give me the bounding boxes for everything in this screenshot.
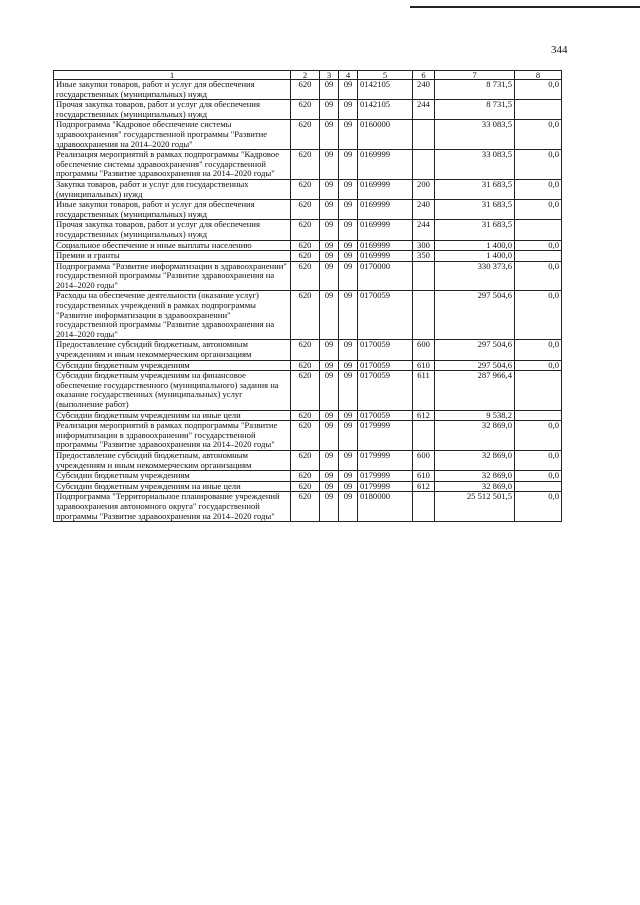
header-cell: 4 [339,71,358,80]
row-amount: 297 504,6 [435,291,515,340]
row-target-article: 0170059 [358,360,413,371]
row-subsection-code: 09 [339,291,358,340]
row-name: Подпрограмма "Развитие информатизации в здравоохранении" государственной программы "Развитие здравоохранения на 2014–2020 годы" [54,261,291,291]
row-name: Реализация мероприятий в рамках подпрограммы "Развитие информатизации в здравоохранении" государственной программы "Развитие здравоохранения на 2014–2020 годы" [54,421,291,451]
row-ved-code: 620 [291,261,320,291]
row-target-article: 0179999 [358,471,413,482]
row-execution [515,410,562,421]
table-row [54,179,562,199]
row-subsection-code: 09 [339,492,358,522]
row-name: Иные закупки товаров, работ и услуг для обеспечения государственных (муниципальных) нужд [54,200,291,220]
row-name: Социальное обеспечение и иные выплаты населению [54,240,291,251]
row-amount: 32 869,0 [435,481,515,492]
row-amount: 31 683,5 [435,200,515,220]
row-target-article: 0169999 [358,240,413,251]
table-row [54,481,562,492]
row-expense-type: 610 [413,471,435,482]
row-expense-type: 240 [413,80,435,100]
budget-table [53,70,562,522]
row-ved-code: 620 [291,240,320,251]
row-target-article: 0169999 [358,150,413,180]
row-subsection-code: 09 [339,120,358,150]
row-subsection-code: 09 [339,80,358,100]
table-row [54,340,562,360]
row-section-code: 09 [320,371,339,410]
table-body [54,80,562,522]
row-expense-type: 611 [413,371,435,410]
table-row [54,240,562,251]
row-target-article: 0142105 [358,80,413,100]
row-name: Премии и гранты [54,251,291,262]
row-section-code: 09 [320,220,339,240]
row-ved-code: 620 [291,179,320,199]
header-cell: 1 [54,71,291,80]
table-row [54,471,562,482]
row-execution: 0,0 [515,150,562,180]
row-amount: 297 504,6 [435,340,515,360]
table-row [54,450,562,470]
row-expense-type: 350 [413,251,435,262]
row-execution: 0,0 [515,200,562,220]
row-expense-type [413,150,435,180]
row-name: Субсидии бюджетным учреждениям на иные цели [54,410,291,421]
row-amount: 8 731,5 [435,100,515,120]
row-ved-code: 620 [291,150,320,180]
row-amount: 31 683,5 [435,220,515,240]
row-expense-type [413,291,435,340]
table-row [54,371,562,410]
row-ved-code: 620 [291,251,320,262]
header-cell: 7 [435,71,515,80]
row-target-article: 0180000 [358,492,413,522]
page-number: 344 [551,44,568,56]
header-cell: 5 [358,71,413,80]
row-subsection-code: 09 [339,240,358,251]
row-section-code: 09 [320,421,339,451]
table-row [54,410,562,421]
row-name: Предоставление субсидий бюджетным, автономным учреждениям и иным некоммерческим организациям [54,340,291,360]
row-ved-code: 620 [291,100,320,120]
row-subsection-code: 09 [339,200,358,220]
row-execution [515,220,562,240]
row-ved-code: 620 [291,80,320,100]
row-target-article: 0169999 [358,200,413,220]
row-expense-type: 244 [413,100,435,120]
row-amount: 287 966,4 [435,371,515,410]
row-section-code: 09 [320,251,339,262]
row-target-article: 0160000 [358,120,413,150]
row-expense-type: 240 [413,200,435,220]
row-section-code: 09 [320,200,339,220]
header-cell: 3 [320,71,339,80]
row-target-article: 0170059 [358,371,413,410]
row-execution: 0,0 [515,492,562,522]
table-row [54,421,562,451]
row-name: Расходы на обеспечение деятельности (оказание услуг) государственных учреждений в рамках подпрограммы "Развитие информатизации в здравоохранении" государственной программы "Развитие здравоохранения на 2014–2020 годы" [54,291,291,340]
row-subsection-code: 09 [339,100,358,120]
table-row [54,80,562,100]
row-section-code: 09 [320,80,339,100]
row-name: Прочая закупка товаров, работ и услуг для обеспечения государственных (муниципальных) нужд [54,220,291,240]
row-target-article: 0170000 [358,261,413,291]
row-expense-type [413,120,435,150]
row-target-article: 0142105 [358,100,413,120]
table-row [54,360,562,371]
row-execution [515,481,562,492]
row-amount: 1 400,0 [435,240,515,251]
row-execution: 0,0 [515,240,562,251]
row-amount: 1 400,0 [435,251,515,262]
row-target-article: 0179999 [358,421,413,451]
row-subsection-code: 09 [339,340,358,360]
row-amount: 33 083,5 [435,120,515,150]
row-section-code: 09 [320,410,339,421]
row-target-article: 0169999 [358,179,413,199]
row-section-code: 09 [320,340,339,360]
row-name: Субсидии бюджетным учреждениям [54,471,291,482]
row-subsection-code: 09 [339,410,358,421]
row-execution: 0,0 [515,120,562,150]
row-name: Предоставление субсидий бюджетным, автономным учреждениям и иным некоммерческим организациям [54,450,291,470]
row-amount: 32 869,0 [435,421,515,451]
table-row [54,261,562,291]
row-section-code: 09 [320,150,339,180]
row-subsection-code: 09 [339,471,358,482]
row-execution: 0,0 [515,179,562,199]
row-execution: 0,0 [515,291,562,340]
table-row [54,291,562,340]
row-subsection-code: 09 [339,421,358,451]
row-expense-type [413,492,435,522]
row-expense-type: 612 [413,410,435,421]
table-row [54,492,562,522]
row-execution: 0,0 [515,450,562,470]
row-target-article: 0169999 [358,251,413,262]
row-subsection-code: 09 [339,450,358,470]
row-name: Реализация мероприятий в рамках подпрограммы "Кадровое обеспечение системы здравоохранения" государственной программы "Развитие здравоохранения на 2014–2020 годы" [54,150,291,180]
row-amount: 330 373,6 [435,261,515,291]
row-target-article: 0170059 [358,410,413,421]
row-execution: 0,0 [515,421,562,451]
row-name: Подпрограмма "Территориальное планирование учреждений здравоохранения автономного округа" государственной программы "Развитие здравоохранения на 2014–2020 годы" [54,492,291,522]
row-name: Иные закупки товаров, работ и услуг для обеспечения государственных (муниципальных) нужд [54,80,291,100]
row-subsection-code: 09 [339,251,358,262]
row-amount: 25 512 501,5 [435,492,515,522]
row-subsection-code: 09 [339,150,358,180]
row-subsection-code: 09 [339,360,358,371]
row-ved-code: 620 [291,410,320,421]
top-rule [410,6,640,8]
row-amount: 32 869,0 [435,471,515,482]
row-expense-type: 612 [413,481,435,492]
row-expense-type: 200 [413,179,435,199]
row-ved-code: 620 [291,371,320,410]
row-section-code: 09 [320,179,339,199]
row-subsection-code: 09 [339,371,358,410]
header-row [54,71,562,80]
row-execution [515,251,562,262]
row-section-code: 09 [320,450,339,470]
row-ved-code: 620 [291,421,320,451]
row-section-code: 09 [320,291,339,340]
table-row [54,150,562,180]
row-section-code: 09 [320,100,339,120]
row-execution [515,100,562,120]
row-target-article: 0169999 [358,220,413,240]
row-subsection-code: 09 [339,261,358,291]
row-target-article: 0170059 [358,291,413,340]
header-cell: 6 [413,71,435,80]
row-ved-code: 620 [291,360,320,371]
row-target-article: 0179999 [358,481,413,492]
row-subsection-code: 09 [339,179,358,199]
row-amount: 33 083,5 [435,150,515,180]
table-row [54,200,562,220]
table-row [54,100,562,120]
row-expense-type [413,421,435,451]
row-ved-code: 620 [291,481,320,492]
table-row [54,220,562,240]
row-expense-type: 610 [413,360,435,371]
row-ved-code: 620 [291,120,320,150]
row-amount: 8 731,5 [435,80,515,100]
header-cell: 2 [291,71,320,80]
row-target-article: 0179999 [358,450,413,470]
row-execution: 0,0 [515,360,562,371]
row-name: Субсидии бюджетным учреждениям на иные цели [54,481,291,492]
row-execution: 0,0 [515,471,562,482]
row-name: Субсидии бюджетным учреждениям [54,360,291,371]
row-ved-code: 620 [291,492,320,522]
row-subsection-code: 09 [339,481,358,492]
row-target-article: 0170059 [358,340,413,360]
row-execution: 0,0 [515,340,562,360]
row-ved-code: 620 [291,471,320,482]
row-ved-code: 620 [291,450,320,470]
table-row [54,251,562,262]
row-amount: 32 869,0 [435,450,515,470]
row-execution [515,371,562,410]
row-name: Прочая закупка товаров, работ и услуг для обеспечения государственных (муниципальных) нужд [54,100,291,120]
row-section-code: 09 [320,240,339,251]
row-amount: 297 504,6 [435,360,515,371]
row-section-code: 09 [320,471,339,482]
row-amount: 31 683,5 [435,179,515,199]
row-expense-type: 600 [413,340,435,360]
row-section-code: 09 [320,360,339,371]
row-ved-code: 620 [291,340,320,360]
row-amount: 9 538,2 [435,410,515,421]
row-subsection-code: 09 [339,220,358,240]
table-row [54,120,562,150]
row-ved-code: 620 [291,200,320,220]
row-ved-code: 620 [291,291,320,340]
row-name: Субсидии бюджетным учреждениям на финансовое обеспечение государственного (муниципального) задания на оказание государственных (муниципальных) услуг (выполнение работ) [54,371,291,410]
row-section-code: 09 [320,492,339,522]
row-expense-type: 244 [413,220,435,240]
row-execution: 0,0 [515,261,562,291]
row-execution: 0,0 [515,80,562,100]
row-expense-type [413,261,435,291]
row-section-code: 09 [320,481,339,492]
row-section-code: 09 [320,261,339,291]
row-name: Подпрограмма "Кадровое обеспечение системы здравоохранения" государственной программы "Развитие здравоохранения на 2014–2020 годы" [54,120,291,150]
row-expense-type: 300 [413,240,435,251]
row-section-code: 09 [320,120,339,150]
header-cell: 8 [515,71,562,80]
row-ved-code: 620 [291,220,320,240]
row-name: Закупка товаров, работ и услуг для государственных (муниципальных) нужд [54,179,291,199]
row-expense-type: 600 [413,450,435,470]
